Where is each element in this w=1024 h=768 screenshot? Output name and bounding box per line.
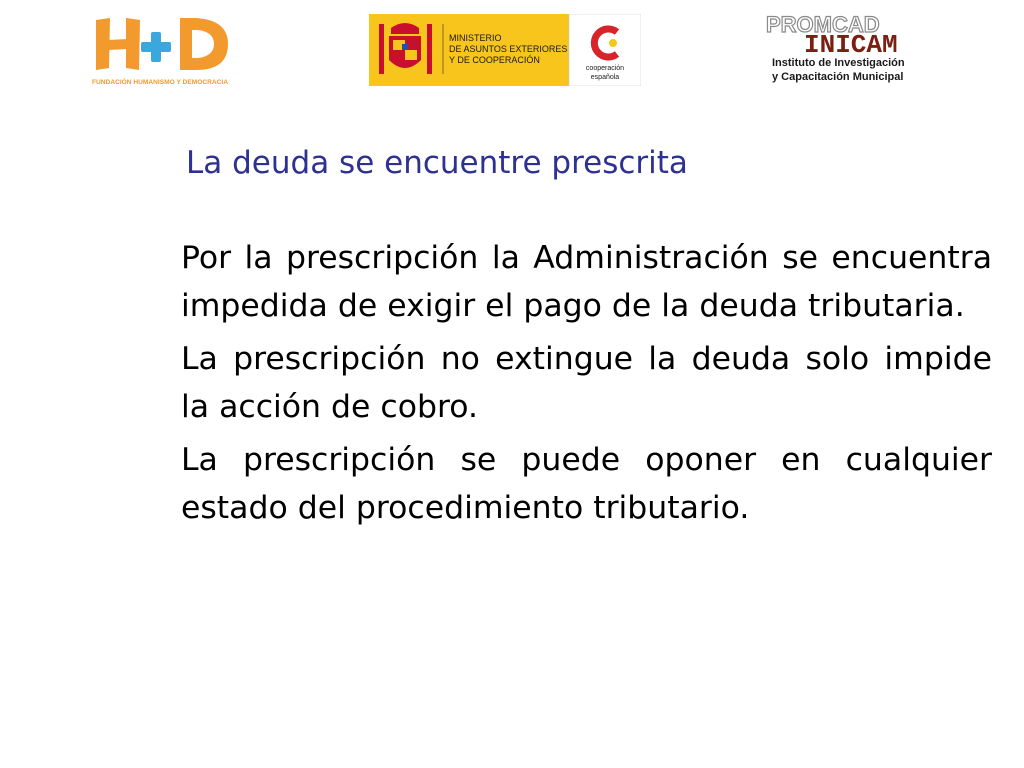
coop-line-1: cooperación	[585, 65, 625, 72]
inicam-sub-line-1: Instituto de Investigación	[772, 57, 905, 69]
paragraph-prescription-oppose: La prescripción se puede oponer en cualquier estado del procedimiento tributario.	[181, 442, 992, 526]
ministerio-logo-graphic	[369, 14, 641, 86]
coop-line-2: española	[590, 74, 620, 81]
ministerio-line-3: Y DE COOPERACIÓN	[449, 55, 540, 65]
hd-logo-caption: FUNDACIÓN HUMANISMO Y DEMOCRACIA	[92, 79, 229, 86]
hd-foundation-logo	[88, 12, 248, 90]
ministerio-cooperacion-logo	[369, 14, 641, 86]
slide-title: La deuda se encuentre prescrita	[186, 145, 688, 181]
inicam-wordmark: INICAM	[804, 30, 898, 56]
paragraph-prescription-not-extinguish: La prescripción no extingue la deuda solo impide la acción de cobro.	[181, 341, 992, 425]
slide-body	[181, 234, 992, 537]
inicam-sub-line-2: y Capacitación Municipal	[772, 71, 904, 83]
inicam-subtitle	[772, 56, 942, 84]
ministerio-line-2: DE ASUNTOS EXTERIORES	[449, 44, 568, 54]
paragraph-prescription-effect: Por la prescripción la Administración se encuentra impedida de exigir el pago de la deuda tributaria.	[181, 240, 992, 324]
promcad-wordmark: PROMCAD	[766, 12, 880, 37]
hd-logo-graphic	[88, 12, 248, 90]
inicam-logo-graphic	[764, 10, 944, 56]
ministerio-line-1: MINISTERIO	[449, 33, 502, 43]
inicam-logo	[764, 10, 944, 90]
